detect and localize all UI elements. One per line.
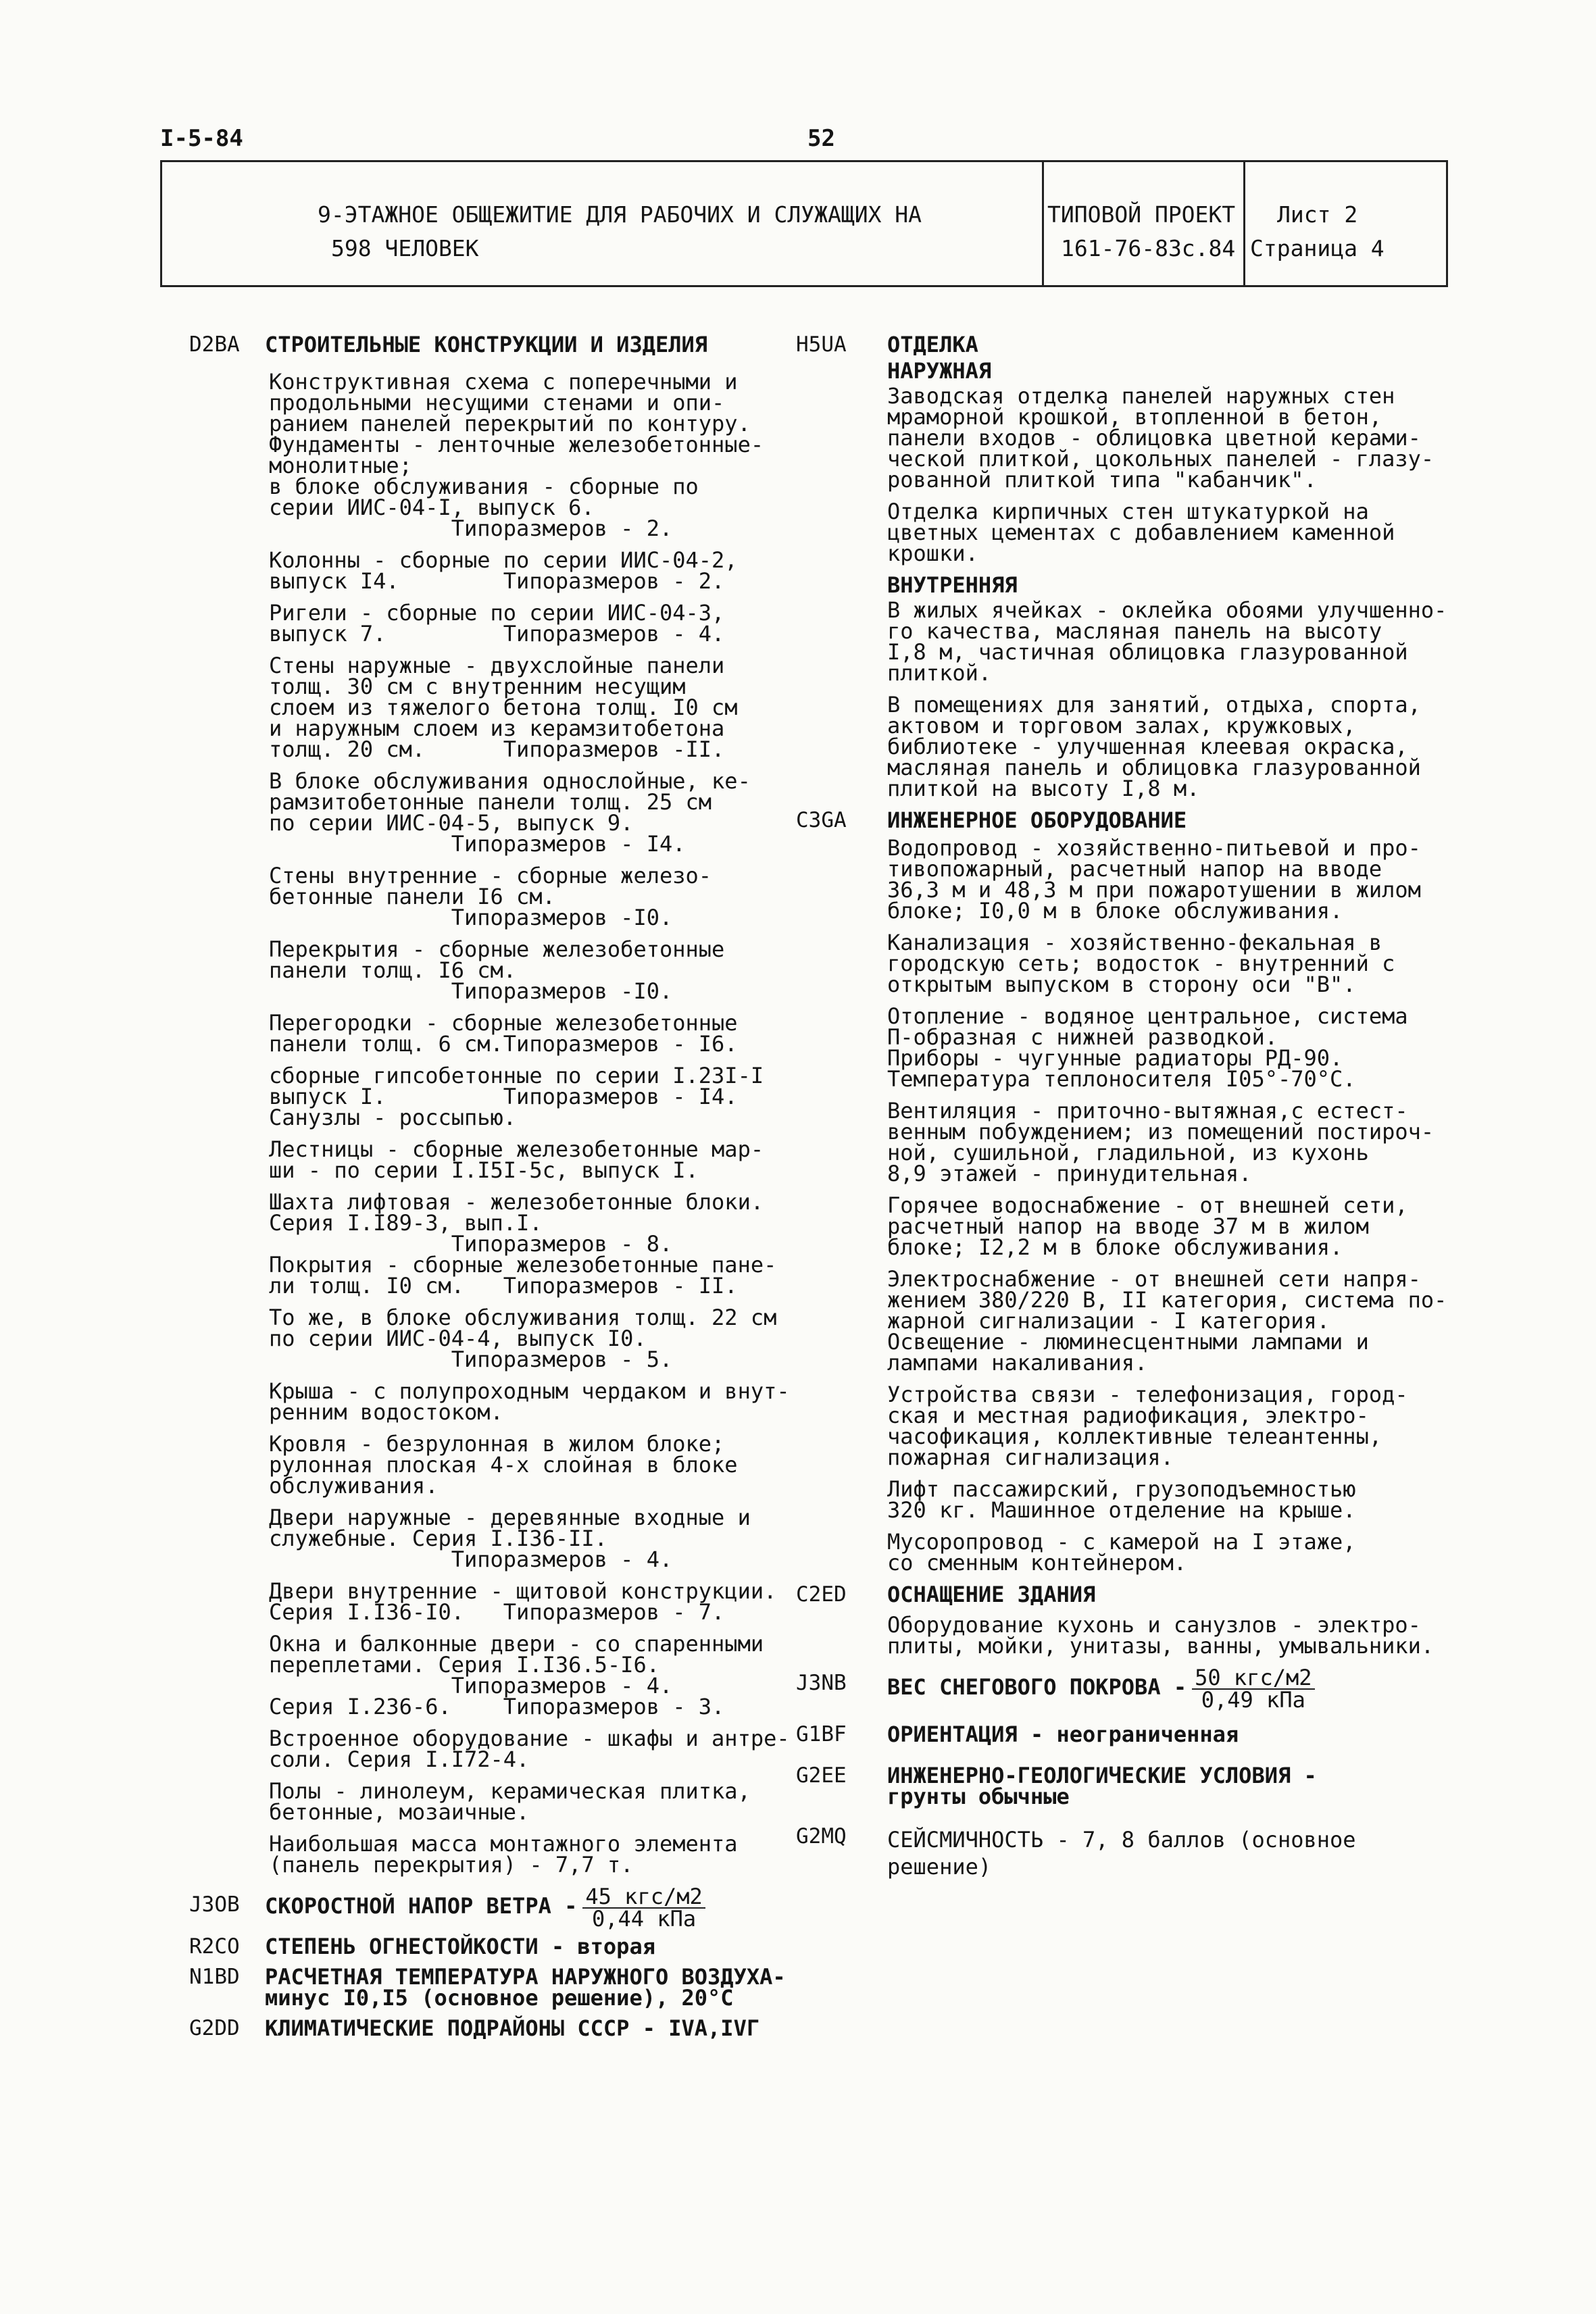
project-number: 161-76-83с.84 xyxy=(1061,235,1236,261)
construction-para: сборные гипсобетонные по серии I.23I-I выпуск I. Типоразмеров - I4. Санузлы - россыпью. xyxy=(269,1063,764,1130)
climate-code: G2DD xyxy=(189,2016,240,2040)
equipment-section xyxy=(796,1584,1458,1657)
finishing-body xyxy=(887,334,1458,799)
temperature-text: РАСЧЕТНАЯ ТЕМПЕРАТУРА НАРУЖНОГО ВОЗДУХА- минус I0,I5 (основное решение), 20°С xyxy=(265,1964,786,2011)
sheet-label: Лист 2 xyxy=(1277,201,1358,228)
finishing-inner-para: В жилых ячейках - оклейка обоями улучшенно- го качества, масляная панель на высоту I,8 м, частичная облицовка глазурованной плиткой. xyxy=(887,597,1447,686)
wind-denominator: 0,44 кПа xyxy=(592,1906,697,1932)
construction-para: Кровля - безрулонная в жилом блоке; рулонная плоская 4-х слойная в блоке обслуживания. xyxy=(269,1431,738,1499)
construction-title: СТРОИТЕЛЬНЫЕ КОНСТРУКЦИИ И ИЗДЕЛИЯ xyxy=(265,332,708,357)
page-label: Страница 4 xyxy=(1250,235,1385,261)
title-divider-2 xyxy=(1243,162,1245,285)
geology-text: ИНЖЕНЕРНО-ГЕОЛОГИЧЕСКИЕ УСЛОВИЯ - грунты обычные xyxy=(887,1763,1317,1809)
engineering-para: Устройства связи - телефонизация, город- ская и местная радиофикация, электро- часофикация, коллективные телеантенны, пожарная сигнализация. xyxy=(887,1382,1408,1470)
construction-para: Наибольшая масса монтажного элемента (панель перекрытия) - 7,7 т. xyxy=(269,1831,738,1878)
finishing-outer-para: Отделка кирпичных стен штукатуркой на цветных цементах с добавлением каменной крошки. xyxy=(887,499,1395,566)
construction-para: Полы - линолеум, керамическая плитка, бетонные, мозаичные. xyxy=(269,1778,751,1825)
engineering-para: Вентиляция - приточно-вытяжная,с естест- венным побуждением; из помещений постироч- ной, сушильной, гладильной, из кухонь 8,9 этажей - принудительная. xyxy=(887,1098,1435,1186)
title-block xyxy=(160,160,1448,287)
finishing-outer-label: НАРУЖНАЯ xyxy=(887,358,992,384)
finishing-outer-para: Заводская отделка панелей наружных стен мраморной крошкой, втопленной в бетон, панели входов - облицовка цветной керами- ческой плиткой, цокольных панелей - глазу- рованной плиткой типа "кабанчик". xyxy=(887,383,1435,493)
climate-section xyxy=(189,2015,797,2041)
engineering-para: Мусоропровод - с камерой на I этаже, со сменным контейнером. xyxy=(887,1529,1356,1576)
left-column xyxy=(189,334,797,2043)
construction-para: Стены внутренние - сборные железо- бетонные панели I6 см. Типоразмеров -I0. xyxy=(269,863,712,930)
construction-para: Двери наружные - деревянные входные и служебные. Серия I.I36-II. Типоразмеров - 4. xyxy=(269,1505,751,1572)
construction-para: В блоке обслуживания однослойные, ке- рамзитобетонные панели толщ. 25 см по серии ИИС-04-5, выпуск 9. Типоразмеров - I4. xyxy=(269,768,751,857)
construction-para: Ригели - сборные по серии ИИС-04-3, выпуск 7. Типоразмеров - 4. xyxy=(269,600,725,647)
construction-para: Шахта лифтовая - железобетонные блоки. Серия I.I89-3, вып.I. Типоразмеров - 8. Покрытия - сборные железобетонные пане- ли толщ. I0 см. Типоразмеров - II. xyxy=(269,1189,777,1299)
temperature-section xyxy=(189,1964,797,2011)
construction-para: То же, в блоке обслуживания толщ. 22 см по серии ИИС-04-4, выпуск I0. Типоразмеров - 5. xyxy=(269,1305,777,1372)
construction-para: Колонны - сборные по серии ИИС-04-2, выпуск I4. Типоразмеров - 2. xyxy=(269,547,738,594)
orientation-text: ОРИЕНТАЦИЯ - неограниченная xyxy=(887,1721,1239,1747)
title-divider-1 xyxy=(1042,162,1044,285)
construction-para: Перегородки - сборные железобетонные панели толщ. 6 см.Типоразмеров - I6. xyxy=(269,1010,738,1057)
construction-para: Лестницы - сборные железобетонные мар- ши - по серии I.I5I-5с, выпуск I. xyxy=(269,1136,764,1183)
wind-code: J3OB xyxy=(189,1892,240,1917)
snow-section xyxy=(796,1667,1458,1711)
engineering-section xyxy=(796,807,1458,1576)
geology-section xyxy=(796,1765,1458,1807)
engineering-para: Электроснабжение - от внешней сети напря- жением 380/220 В, II категория, система по- жарной сигнализации - I категория. Освещение - люминесцентными лампами и лампами накаливания. xyxy=(887,1266,1447,1376)
fire-text: СТЕПЕНЬ ОГНЕСТОЙКОСТИ - вторая xyxy=(265,1934,655,1959)
engineering-para: Отопление - водяное центральное, система П-образная с нижней разводкой. Приборы - чугунные радиаторы РД-90. Температура теплоносителя I05°-70°С. xyxy=(887,1003,1408,1092)
engineering-body xyxy=(887,807,1458,1576)
engineering-para: Лифт пассажирский, грузоподъемностью 320 кг. Машинное отделение на крыше. xyxy=(887,1476,1356,1523)
seismic-section xyxy=(796,1826,1458,1880)
wind-section xyxy=(189,1886,797,1930)
wind-fraction xyxy=(582,1886,705,1930)
finishing-code: H5UA xyxy=(796,332,847,357)
engineering-para: Водопровод - хозяйственно-питьевой и про- тивопожарный, расчетный напор на вводе 36,3 м и 48,3 м при пожаротушении в жилом блоке; I0,0 м в блоке обслуживания. xyxy=(887,835,1421,924)
equipment-body xyxy=(887,1584,1458,1657)
construction-para: Перекрытия - сборные железобетонные панели толщ. I6 см. Типоразмеров -I0. xyxy=(269,936,725,1004)
equipment-code: C2ED xyxy=(796,1582,847,1607)
engineering-code: C3GA xyxy=(796,808,847,832)
construction-body xyxy=(269,369,797,1878)
finishing-inner-para: В помещениях для занятий, отдыха, спорта, актовом и торговом залах, кружковых, библиотеке - улучшенная клеевая окраска, масляная панель и облицовка глазурованной плиткой на высоту I,8 м. xyxy=(887,692,1421,801)
snow-numerator: 50 кгс/м2 xyxy=(1192,1667,1314,1690)
page-number: 52 xyxy=(807,125,835,152)
orientation-section xyxy=(796,1721,1458,1747)
engineering-para: Канализация - хозяйственно-фекальная в городскую сеть; водосток - внутренний с открытым выпуском в сторону оси "В". xyxy=(887,930,1395,997)
geology-code: G2EE xyxy=(796,1763,847,1788)
construction-para: Встроенное оборудование - шкафы и антре- соли. Серия I.I72-4. xyxy=(269,1726,790,1772)
construction-para: Крыша - с полупроходным чердаком и внут- ренним водостоком. xyxy=(269,1378,790,1425)
orientation-code: G1BF xyxy=(796,1722,847,1746)
finishing-inner-label: ВНУТРЕННЯЯ xyxy=(887,572,1018,598)
construction-para: Двери внутренние - щитовой конструкции. Серия I.I36-I0. Типоразмеров - 7. xyxy=(269,1578,777,1625)
construction-para: Конструктивная схема с поперечными и продольными несущими стенами и опи- ранием панелей перекрытий по контуру. Фундаменты - ленточные железобетонные- монолитные; в блоке обслуживания - сборные по серии ИИС-04-I, выпуск 6. Типоразмеров - 2. xyxy=(269,369,764,541)
snow-code: J3NB xyxy=(796,1671,847,1695)
fire-section xyxy=(189,1936,797,1957)
snow-fraction xyxy=(1192,1667,1314,1711)
project-label: ТИПОВОЙ ПРОЕКТ xyxy=(1047,201,1236,228)
engineering-para: Горячее водоснабжение - от внешней сети, расчетный напор на вводе 37 м в жилом блоке; I2,2 м в блоке обслуживания. xyxy=(887,1192,1408,1260)
construction-code: D2BA xyxy=(189,332,240,357)
seismic-code: G2MQ xyxy=(796,1824,847,1848)
right-column xyxy=(796,334,1458,1880)
equipment-text: Оборудование кухонь и санузлов - электро- плиты, мойки, унитазы, ванны, умывальники. xyxy=(887,1612,1435,1659)
fire-code: R2CO xyxy=(189,1934,240,1959)
temperature-code: N1BD xyxy=(189,1965,240,1989)
finishing-section xyxy=(796,334,1458,799)
snow-label: ВЕС СНЕГОВОГО ПОКРОВА - xyxy=(887,1674,1187,1700)
construction-section xyxy=(265,334,797,1876)
snow-row xyxy=(887,1667,1458,1711)
engineering-title: ИНЖЕНЕРНОЕ ОБОРУДОВАНИЕ xyxy=(887,807,1187,833)
construction-para: Окна и балконные двери - со спаренными переплетами. Серия I.I36.5-I6. Типоразмеров - 4. Серия I.236-6. Типоразмеров - 3. xyxy=(269,1631,764,1719)
finishing-title: ОТДЕЛКА xyxy=(887,332,978,357)
project-title-line2: 598 ЧЕЛОВЕК xyxy=(331,235,479,261)
document-code: I-5-84 xyxy=(160,125,243,152)
climate-text: КЛИМАТИЧЕСКИЕ ПОДРАЙОНЫ СССР - IVА,IVГ xyxy=(265,2015,760,2041)
equipment-title: ОСНАЩЕНИЕ ЗДАНИЯ xyxy=(887,1582,1096,1607)
wind-numerator: 45 кгс/м2 xyxy=(582,1886,705,1909)
wind-label: СКОРОСТНОЙ НАПОР ВЕТРА - xyxy=(265,1892,578,1919)
wind-row xyxy=(265,1886,797,1930)
project-title-line1: 9-ЭТАЖНОЕ ОБЩЕЖИТИЕ ДЛЯ РАБОЧИХ И СЛУЖАЩИХ НА xyxy=(318,201,922,228)
construction-para: Стены наружные - двухслойные панели толщ. 30 см с внутренним несущим слоем из тяжелого бетона толщ. I0 см и наружным слоем из керамзитобетона толщ. 20 см. Типоразмеров -II. xyxy=(269,653,738,762)
seismic-text: СЕЙСМИЧНОСТЬ - 7, 8 баллов (основное решение) xyxy=(887,1827,1356,1880)
snow-denominator: 0,49 кПа xyxy=(1201,1687,1305,1713)
